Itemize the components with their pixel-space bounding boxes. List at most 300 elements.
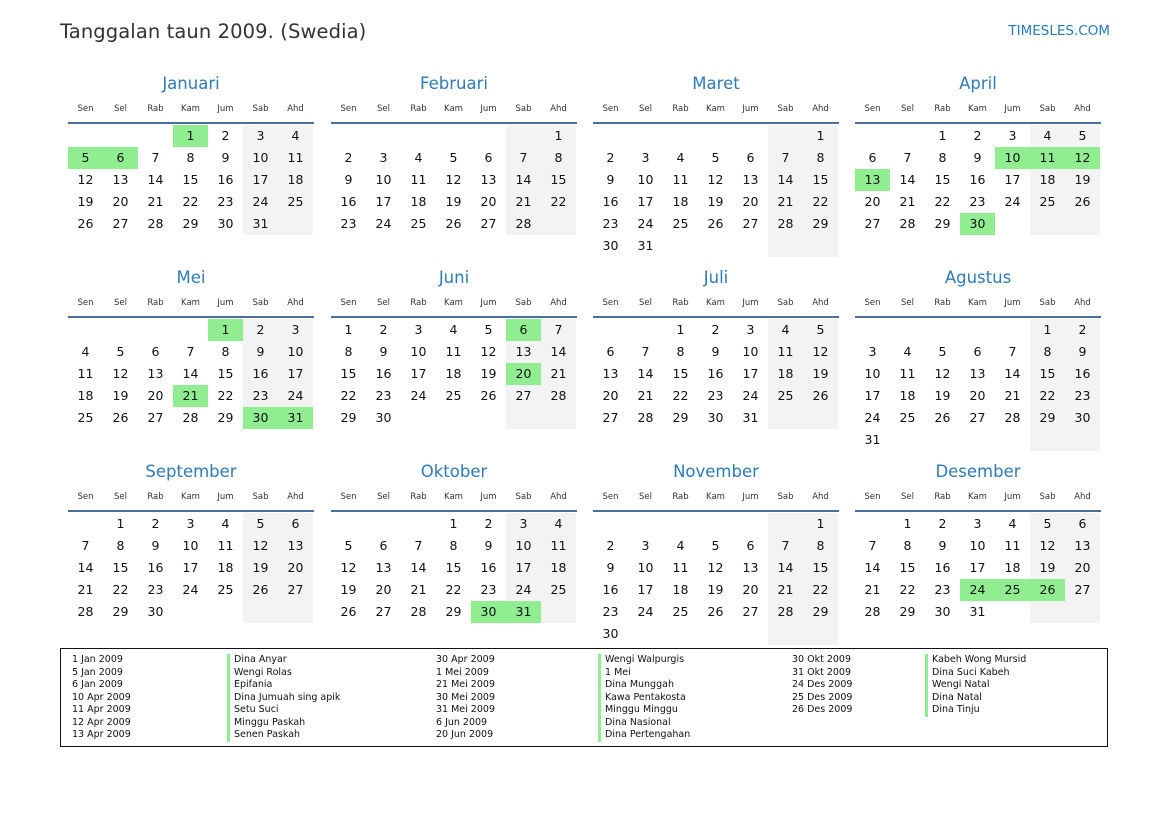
day-cell: 22 xyxy=(899,582,916,597)
day-cell: 20 xyxy=(480,194,497,209)
weekend-cell-empty xyxy=(541,213,576,235)
day-cell: 21 xyxy=(506,191,541,213)
legend-date: 26 Des 2009 xyxy=(792,704,853,715)
day-cell: 12 xyxy=(77,172,94,187)
holiday-day-cell: 11 xyxy=(1030,147,1065,169)
day-cell: 6 xyxy=(484,150,493,165)
holiday-day-cell: 6 xyxy=(506,319,541,341)
month-title: Mei xyxy=(176,268,206,287)
day-cell: 28 xyxy=(768,213,803,235)
weekend-cell-empty xyxy=(1065,429,1100,451)
day-cell: 8 xyxy=(938,150,947,165)
weekday-label: Sab xyxy=(777,298,794,308)
day-cell: 25 xyxy=(768,385,803,407)
holiday-day-cell: 25 xyxy=(995,579,1030,601)
day-cell: 26 xyxy=(445,216,462,231)
legend-date: 25 Des 2009 xyxy=(792,691,853,703)
legend-holiday-name: Kabeh Wong Mursid xyxy=(925,654,1026,667)
day-cell: 13 xyxy=(480,172,497,187)
weekday-label: Jum xyxy=(217,298,234,308)
day-cell: 5 xyxy=(803,319,838,341)
day-cell: 23 xyxy=(375,388,392,403)
holiday-day-cell: 1 xyxy=(208,319,243,341)
day-cell: 23 xyxy=(969,194,986,209)
day-cell: 22 xyxy=(672,388,689,403)
weekday-label: Rab xyxy=(934,298,951,308)
day-cell: 16 xyxy=(217,172,234,187)
day-cell: 29 xyxy=(112,604,129,619)
day-cell: 7 xyxy=(186,344,195,359)
legend-date: 31 Okt 2009 xyxy=(792,666,852,678)
day-cell: 17 xyxy=(375,194,392,209)
day-cell: 14 xyxy=(864,560,881,575)
day-cell: 17 xyxy=(278,363,313,385)
weekday-label: Sen xyxy=(77,492,94,502)
day-cell: 4 xyxy=(903,344,912,359)
day-cell: 7 xyxy=(1008,344,1017,359)
day-cell: 23 xyxy=(602,216,619,231)
legend-date: 31 Mei 2009 xyxy=(436,704,495,715)
weekday-label: Kam xyxy=(444,298,463,308)
weekday-label: Rab xyxy=(410,298,427,308)
day-cell: 20 xyxy=(742,194,759,209)
month-title: Juni xyxy=(438,268,470,287)
day-cell: 29 xyxy=(217,410,234,425)
legend-date: 21 Mei 2009 xyxy=(436,679,495,690)
day-cell: 19 xyxy=(445,194,462,209)
holiday-day-cell: 31 xyxy=(278,407,313,429)
day-cell: 25 xyxy=(278,191,313,213)
day-cell: 3 xyxy=(641,150,650,165)
weekday-label: Sab xyxy=(515,492,532,502)
day-cell: 19 xyxy=(707,582,724,597)
day-cell: 5 xyxy=(1065,125,1100,147)
holiday-day-cell: 1 xyxy=(173,125,208,147)
day-cell: 18 xyxy=(445,366,462,381)
weekday-header xyxy=(331,104,577,118)
day-cell: 12 xyxy=(445,172,462,187)
weekday-label: Sab xyxy=(777,492,794,502)
day-cell: 30 xyxy=(707,410,724,425)
legend-dates-column xyxy=(792,654,852,717)
day-cell: 16 xyxy=(1065,363,1100,385)
day-cell: 3 xyxy=(973,516,982,531)
holiday-day-cell: 31 xyxy=(506,601,541,623)
weekday-label: Kam xyxy=(706,298,725,308)
day-cell: 2 xyxy=(606,150,615,165)
weekday-label: Sel xyxy=(377,298,390,308)
day-cell: 11 xyxy=(1004,538,1021,553)
day-cell: 26 xyxy=(1065,191,1100,213)
day-cell: 22 xyxy=(217,388,234,403)
day-cell: 26 xyxy=(480,388,497,403)
day-cell: 13 xyxy=(278,535,313,557)
legend-holiday-name: Minggu Minggu xyxy=(598,704,690,717)
month-title: Agustus xyxy=(944,268,1012,287)
day-cell: 9 xyxy=(711,344,720,359)
weekday-label: Rab xyxy=(934,492,951,502)
day-cell: 2 xyxy=(606,538,615,553)
day-cell: 14 xyxy=(768,169,803,191)
legend-holiday-name: Kawa Pentakosta xyxy=(598,692,690,705)
day-cell: 17 xyxy=(243,169,278,191)
weekday-label: Jum xyxy=(480,492,497,502)
day-cell: 4 xyxy=(1008,516,1017,531)
day-cell: 25 xyxy=(217,582,234,597)
month-title: September xyxy=(145,462,237,481)
weekend-cell-empty xyxy=(278,213,313,235)
legend-date: 5 Jan 2009 xyxy=(72,666,123,678)
day-cell: 17 xyxy=(637,194,654,209)
month-divider xyxy=(593,122,839,124)
day-cell: 12 xyxy=(243,535,278,557)
day-cell: 6 xyxy=(151,344,160,359)
legend-date: 24 Des 2009 xyxy=(792,679,853,690)
day-cell: 31 xyxy=(637,238,654,253)
day-cell: 8 xyxy=(903,538,912,553)
day-cell: 3 xyxy=(278,319,313,341)
weekday-label: Sab xyxy=(515,104,532,114)
day-cell: 10 xyxy=(637,560,654,575)
weekday-label: Jum xyxy=(742,104,759,114)
day-cell: 3 xyxy=(868,344,877,359)
day-cell: 7 xyxy=(641,344,650,359)
weekday-label: Jum xyxy=(480,298,497,308)
day-cell: 15 xyxy=(445,560,462,575)
weekday-label: Ahd xyxy=(287,298,304,308)
day-cell: 24 xyxy=(410,388,427,403)
month-divider xyxy=(855,122,1101,124)
day-cell: 21 xyxy=(541,363,576,385)
day-cell: 2 xyxy=(938,516,947,531)
day-cell: 11 xyxy=(410,172,427,187)
day-cell: 22 xyxy=(1030,385,1065,407)
day-cell: 17 xyxy=(182,560,199,575)
day-cell: 25 xyxy=(410,216,427,231)
day-cell: 5 xyxy=(938,344,947,359)
day-cell: 11 xyxy=(899,366,916,381)
day-cell: 24 xyxy=(182,582,199,597)
day-cell: 3 xyxy=(746,322,755,337)
weekday-label: Kam xyxy=(706,492,725,502)
day-cell: 12 xyxy=(707,560,724,575)
day-cell: 10 xyxy=(637,172,654,187)
day-cell: 14 xyxy=(637,366,654,381)
weekend-cell-empty xyxy=(768,623,803,645)
day-cell: 21 xyxy=(147,194,164,209)
day-cell: 11 xyxy=(217,538,234,553)
day-cell: 20 xyxy=(147,388,164,403)
weekday-label: Sen xyxy=(340,492,357,502)
day-cell: 20 xyxy=(602,388,619,403)
day-cell: 3 xyxy=(379,150,388,165)
weekday-label: Sel xyxy=(114,492,127,502)
day-cell: 20 xyxy=(1065,557,1100,579)
day-cell: 8 xyxy=(449,538,458,553)
day-cell: 4 xyxy=(676,538,685,553)
day-cell: 1 xyxy=(449,516,458,531)
day-cell: 9 xyxy=(938,538,947,553)
legend-names-column xyxy=(925,654,1026,717)
day-cell: 10 xyxy=(969,538,986,553)
holiday-day-cell: 5 xyxy=(68,147,103,169)
brand-link[interactable]: TIMESLES.COM xyxy=(1008,23,1110,39)
day-cell: 22 xyxy=(445,582,462,597)
legend-date: 1 Mei 2009 xyxy=(436,666,489,678)
day-cell: 14 xyxy=(77,560,94,575)
day-cell: 19 xyxy=(707,194,724,209)
weekday-label: Ahd xyxy=(812,104,829,114)
day-cell: 8 xyxy=(676,344,685,359)
day-cell: 2 xyxy=(1065,319,1100,341)
day-cell: 23 xyxy=(147,582,164,597)
holiday-legend xyxy=(60,648,1108,747)
day-cell: 1 xyxy=(676,322,685,337)
weekday-label: Ahd xyxy=(812,492,829,502)
weekday-label: Ahd xyxy=(812,298,829,308)
day-cell: 28 xyxy=(768,601,803,623)
day-cell: 5 xyxy=(449,150,458,165)
day-cell: 7 xyxy=(81,538,90,553)
day-cell: 11 xyxy=(77,366,94,381)
day-cell: 22 xyxy=(803,191,838,213)
weekday-label: Sab xyxy=(1039,104,1056,114)
legend-holiday-name: Dina Tinju xyxy=(925,704,1026,717)
weekday-label: Jum xyxy=(742,492,759,502)
day-cell: 19 xyxy=(340,582,357,597)
day-cell: 8 xyxy=(186,150,195,165)
day-cell: 6 xyxy=(746,538,755,553)
legend-names-column xyxy=(227,654,340,742)
day-cell: 24 xyxy=(864,410,881,425)
weekend-cell-empty xyxy=(768,407,803,429)
day-cell: 4 xyxy=(1030,125,1065,147)
weekday-label: Ahd xyxy=(1074,298,1091,308)
day-cell: 8 xyxy=(803,147,838,169)
weekday-label: Kam xyxy=(181,298,200,308)
legend-date: 13 Apr 2009 xyxy=(72,729,131,740)
weekday-header xyxy=(68,492,314,506)
day-cell: 14 xyxy=(506,169,541,191)
day-cell: 29 xyxy=(445,604,462,619)
weekday-label: Rab xyxy=(147,298,164,308)
day-cell: 13 xyxy=(112,172,129,187)
weekday-label: Sel xyxy=(377,104,390,114)
day-cell: 7 xyxy=(541,319,576,341)
weekday-label: Sab xyxy=(252,298,269,308)
weekend-cell-empty xyxy=(541,601,576,623)
day-cell: 27 xyxy=(742,604,759,619)
day-cell: 24 xyxy=(375,216,392,231)
day-cell: 31 xyxy=(243,213,278,235)
legend-date: 30 Apr 2009 xyxy=(436,654,495,665)
day-cell: 28 xyxy=(864,604,881,619)
holiday-day-cell: 24 xyxy=(960,579,995,601)
day-cell: 1 xyxy=(344,322,353,337)
day-cell: 7 xyxy=(414,538,423,553)
legend-date: 10 Apr 2009 xyxy=(72,691,131,703)
weekday-label: Sen xyxy=(340,104,357,114)
day-cell: 11 xyxy=(541,535,576,557)
day-cell: 15 xyxy=(899,560,916,575)
weekday-label: Sel xyxy=(639,298,652,308)
day-cell: 24 xyxy=(506,579,541,601)
day-cell: 23 xyxy=(1065,385,1100,407)
day-cell: 19 xyxy=(243,557,278,579)
page-title: Tanggalan taun 2009. (Swedia) xyxy=(60,20,367,43)
day-cell: 23 xyxy=(217,194,234,209)
day-cell: 14 xyxy=(147,172,164,187)
day-cell: 5 xyxy=(484,322,493,337)
weekday-label: Ahd xyxy=(550,298,567,308)
legend-holiday-name: Dina Nasional xyxy=(598,717,690,730)
day-cell: 2 xyxy=(973,128,982,143)
day-cell: 2 xyxy=(344,150,353,165)
day-cell: 18 xyxy=(410,194,427,209)
weekend-cell-empty xyxy=(768,235,803,257)
day-cell: 21 xyxy=(864,582,881,597)
legend-date: 20 Jun 2009 xyxy=(436,729,494,740)
day-cell: 26 xyxy=(934,410,951,425)
day-cell: 16 xyxy=(602,194,619,209)
weekend-cell-empty xyxy=(803,623,838,645)
weekday-label: Sab xyxy=(252,104,269,114)
day-cell: 26 xyxy=(340,604,357,619)
day-cell: 21 xyxy=(77,582,94,597)
day-cell: 27 xyxy=(742,216,759,231)
month-divider xyxy=(593,316,839,318)
legend-holiday-name: Minggu Paskah xyxy=(227,717,340,730)
legend-holiday-name: Wengi Natal xyxy=(925,679,1026,692)
day-cell: 17 xyxy=(969,560,986,575)
day-cell: 19 xyxy=(934,388,951,403)
legend-date: 30 Mei 2009 xyxy=(436,691,495,703)
day-cell: 4 xyxy=(449,322,458,337)
day-cell: 27 xyxy=(147,410,164,425)
weekend-cell-empty xyxy=(1065,601,1100,623)
month-title: Maret xyxy=(692,74,740,93)
day-cell: 30 xyxy=(147,604,164,619)
day-cell: 28 xyxy=(147,216,164,231)
legend-holiday-name: Wengi Rolas xyxy=(227,667,340,680)
day-cell: 21 xyxy=(637,388,654,403)
weekday-label: Sen xyxy=(602,104,619,114)
day-cell: 27 xyxy=(506,385,541,407)
day-cell: 4 xyxy=(81,344,90,359)
day-cell: 28 xyxy=(899,216,916,231)
weekday-label: Jum xyxy=(217,104,234,114)
day-cell: 14 xyxy=(1004,366,1021,381)
day-cell: 5 xyxy=(344,538,353,553)
weekday-label: Kam xyxy=(444,492,463,502)
day-cell: 16 xyxy=(934,560,951,575)
day-cell: 19 xyxy=(1065,169,1100,191)
day-cell: 8 xyxy=(1030,341,1065,363)
weekday-header xyxy=(331,492,577,506)
day-cell: 16 xyxy=(602,582,619,597)
day-cell: 22 xyxy=(934,194,951,209)
month-divider xyxy=(855,316,1101,318)
weekday-label: Rab xyxy=(934,104,951,114)
day-cell: 4 xyxy=(221,516,230,531)
day-cell: 15 xyxy=(1030,363,1065,385)
weekday-label: Sab xyxy=(515,298,532,308)
day-cell: 7 xyxy=(506,147,541,169)
weekend-cell-empty xyxy=(243,601,278,623)
day-cell: 3 xyxy=(243,125,278,147)
weekend-cell-empty xyxy=(506,125,541,147)
holiday-day-cell: 30 xyxy=(243,407,278,429)
day-cell: 27 xyxy=(278,579,313,601)
day-cell: 27 xyxy=(480,216,497,231)
day-cell: 6 xyxy=(278,513,313,535)
weekday-label: Rab xyxy=(410,492,427,502)
day-cell: 18 xyxy=(77,388,94,403)
day-cell: 23 xyxy=(243,385,278,407)
weekday-label: Rab xyxy=(410,104,427,114)
day-cell: 28 xyxy=(506,213,541,235)
month-title: Januari xyxy=(162,74,220,93)
day-cell: 20 xyxy=(969,388,986,403)
day-cell: 27 xyxy=(602,410,619,425)
day-cell: 19 xyxy=(1030,557,1065,579)
day-cell: 20 xyxy=(112,194,129,209)
day-cell: 24 xyxy=(742,388,759,403)
day-cell: 12 xyxy=(480,344,497,359)
holiday-day-cell: 30 xyxy=(471,601,506,623)
day-cell: 27 xyxy=(969,410,986,425)
day-cell: 2 xyxy=(151,516,160,531)
day-cell: 24 xyxy=(637,216,654,231)
legend-holiday-name: Dina Pertengahan xyxy=(598,729,690,742)
weekday-label: Sen xyxy=(602,298,619,308)
day-cell: 20 xyxy=(742,582,759,597)
day-cell: 2 xyxy=(243,319,278,341)
legend-date: 12 Apr 2009 xyxy=(72,716,131,728)
weekend-cell-empty xyxy=(506,407,541,429)
day-cell: 9 xyxy=(484,538,493,553)
day-cell: 16 xyxy=(375,366,392,381)
weekday-label: Sel xyxy=(639,104,652,114)
day-cell: 23 xyxy=(602,604,619,619)
day-cell: 15 xyxy=(182,172,199,187)
weekday-label: Jum xyxy=(480,104,497,114)
weekday-label: Jum xyxy=(1004,104,1021,114)
legend-holiday-name: Wengi Walpurgis xyxy=(598,654,690,667)
month-title: April xyxy=(959,74,997,93)
day-cell: 7 xyxy=(868,538,877,553)
day-cell: 17 xyxy=(410,366,427,381)
day-cell: 3 xyxy=(414,322,423,337)
day-cell: 21 xyxy=(899,194,916,209)
weekday-label: Sab xyxy=(1039,298,1056,308)
day-cell: 22 xyxy=(182,194,199,209)
day-cell: 21 xyxy=(768,191,803,213)
day-cell: 22 xyxy=(803,579,838,601)
day-cell: 10 xyxy=(506,535,541,557)
day-cell: 18 xyxy=(541,557,576,579)
day-cell: 28 xyxy=(77,604,94,619)
weekday-label: Sen xyxy=(340,298,357,308)
day-cell: 17 xyxy=(742,366,759,381)
weekday-label: Kam xyxy=(444,104,463,114)
weekday-label: Jum xyxy=(1004,298,1021,308)
day-cell: 5 xyxy=(116,344,125,359)
weekend-cell-empty xyxy=(768,513,803,535)
day-cell: 14 xyxy=(899,172,916,187)
day-cell: 25 xyxy=(445,388,462,403)
day-cell: 22 xyxy=(112,582,129,597)
